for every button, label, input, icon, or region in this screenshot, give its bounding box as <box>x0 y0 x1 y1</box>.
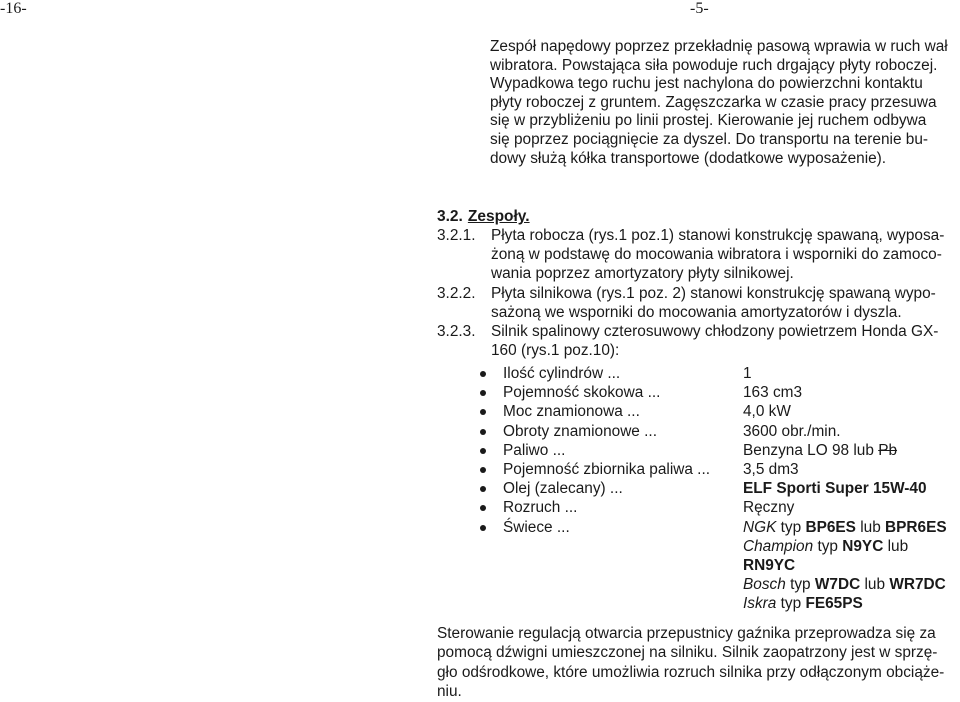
subsection-line: Płyta robocza (rys.1 poz.1) stanowi konstrukcję spawaną, wyposa- <box>491 227 945 244</box>
page-number-right: -5- <box>690 0 709 17</box>
subsection-3-2-1 <box>437 226 957 284</box>
plug-brand: Bosch <box>743 576 786 594</box>
subsection-number: 3.2.1. <box>437 227 476 244</box>
spec-value: 1 <box>743 365 752 382</box>
spec-label: Ilość cylindrów ... <box>503 365 621 382</box>
spec-label: Świece ... <box>503 518 570 536</box>
plug-model: FE65PS <box>805 595 863 613</box>
or-word: lub <box>887 537 909 555</box>
typ-word: typ <box>780 518 802 536</box>
spec-value-champion <box>743 537 908 556</box>
spec-label: Olej (zalecany) ... <box>503 480 623 498</box>
plug-model: BPR6ES <box>885 518 947 536</box>
subsection-list <box>437 226 957 360</box>
spec-value-champion-model <box>743 556 795 575</box>
plug-brand: Champion <box>743 537 814 555</box>
spec-value: 3600 obr./min. <box>743 422 841 440</box>
subsection-3-2-2 <box>437 284 957 322</box>
subsection-line: sażoną we wsporniki do mocowania amortyzatorów i dyszla. <box>491 303 902 321</box>
spec-value: 4,0 kW <box>743 403 791 421</box>
spec-value-bosch <box>743 575 946 594</box>
spec-value: Ręczny <box>743 499 795 517</box>
bullet-icon <box>480 371 486 377</box>
spec-label: Rozruch ... <box>503 499 578 517</box>
typ-word: typ <box>817 537 838 555</box>
spec-label: Obroty znamionowe ... <box>503 422 657 440</box>
plug-model: W7DC <box>814 576 861 594</box>
section-number: 3.2. <box>437 208 463 225</box>
typ-word: typ <box>780 595 802 613</box>
plug-model: BP6ES <box>805 518 856 536</box>
bullet-icon <box>480 448 486 454</box>
page-number-left: -16- <box>0 0 27 17</box>
plug-brand: Iskra <box>743 595 777 613</box>
closing-line: pomocą dźwigni umieszczonej na silniku. Silnik zaopatrzony jest w sprzę- <box>437 644 938 662</box>
intro-line: się w przybliżeniu po linii prostej. Kierowanie jej ruchem odbywa <box>490 112 927 130</box>
spec-value-ngk <box>743 518 947 537</box>
spec-label: Pojemność zbiornika paliwa ... <box>503 460 711 478</box>
bullet-icon <box>480 390 486 396</box>
intro-paragraph <box>490 38 960 168</box>
subsection-number: 3.2.2. <box>437 284 476 302</box>
section-title: Zespoły. <box>467 208 530 225</box>
or-word: lub <box>860 518 881 536</box>
subsection-line: żoną w podstawę do mocowania wibratora i wsporniki do zamoco- <box>491 246 942 264</box>
bullet-icon <box>480 467 486 473</box>
bullet-icon <box>480 409 486 415</box>
closing-line: Sterowanie regulacją otwarcia przepustnicy gaźnika przeprowadza się za <box>437 625 936 642</box>
section-heading <box>437 208 530 226</box>
intro-line: dowy służą kółka transportowe (dodatkowe wyposażenie). <box>490 149 887 167</box>
closing-line: niu. <box>437 683 462 701</box>
intro-line: Wypadkowa tego ruchu jest nachylona do powierzchni kontaktu <box>490 75 923 93</box>
intro-line: płyty roboczej z gruntem. Zagęszczarka w czasie pracy przesuwa <box>490 93 937 111</box>
spec-label: Moc znamionowa ... <box>503 403 640 421</box>
closing-line: gło odśrodkowe, które umożliwia rozruch silnika przy odłączonym obciąże- <box>437 663 945 681</box>
intro-line: się poprzez pociągnięcie za dyszel. Do transportu na terenie bu- <box>490 130 929 148</box>
spec-label: Pojemność skokowa ... <box>503 384 661 402</box>
bullet-icon <box>480 505 486 511</box>
spec-value: 163 cm3 <box>743 384 803 402</box>
bullet-icon <box>480 486 486 492</box>
spec-label: Paliwo ... <box>503 441 566 459</box>
spec-value <box>743 441 897 460</box>
fuel-value-text: Benzyna LO 98 lub <box>743 441 874 459</box>
or-word: lub <box>864 576 886 594</box>
intro-line: wibratora. Powstająca siła powoduje ruch drgający płyty roboczej. <box>490 56 938 74</box>
spec-value: 3,5 dm3 <box>743 460 799 478</box>
spec-value-iskra <box>743 594 863 613</box>
subsection-number: 3.2.3. <box>437 323 476 341</box>
fuel-lead-struck: Pb <box>878 441 898 459</box>
plug-brand: NGK <box>743 518 777 536</box>
bullet-icon <box>480 525 486 531</box>
typ-word: typ <box>790 576 811 594</box>
spec-value: ELF Sporti Super 15W-40 <box>743 480 927 498</box>
plug-model: WR7DC <box>889 576 946 594</box>
subsection-line: 160 (rys.1 poz.10): <box>491 342 620 360</box>
plug-model: RN9YC <box>743 556 796 574</box>
subsection-line: Silnik spalinowy czterosuwowy chłodzony powietrzem Honda GX- <box>491 323 939 341</box>
subsection-line: Płyta silnikowa (rys.1 poz. 2) stanowi konstrukcję spawaną wypo- <box>491 284 936 302</box>
closing-paragraph <box>437 624 960 702</box>
subsection-3-2-3 <box>437 322 957 360</box>
subsection-line: wania poprzez amortyzatory płyty silnikowej. <box>491 265 794 283</box>
plug-model: N9YC <box>842 537 884 555</box>
bullet-icon <box>480 429 486 435</box>
intro-line: Zespół napędowy poprzez przekładnię pasową wprawia w ruch wał <box>490 38 948 55</box>
